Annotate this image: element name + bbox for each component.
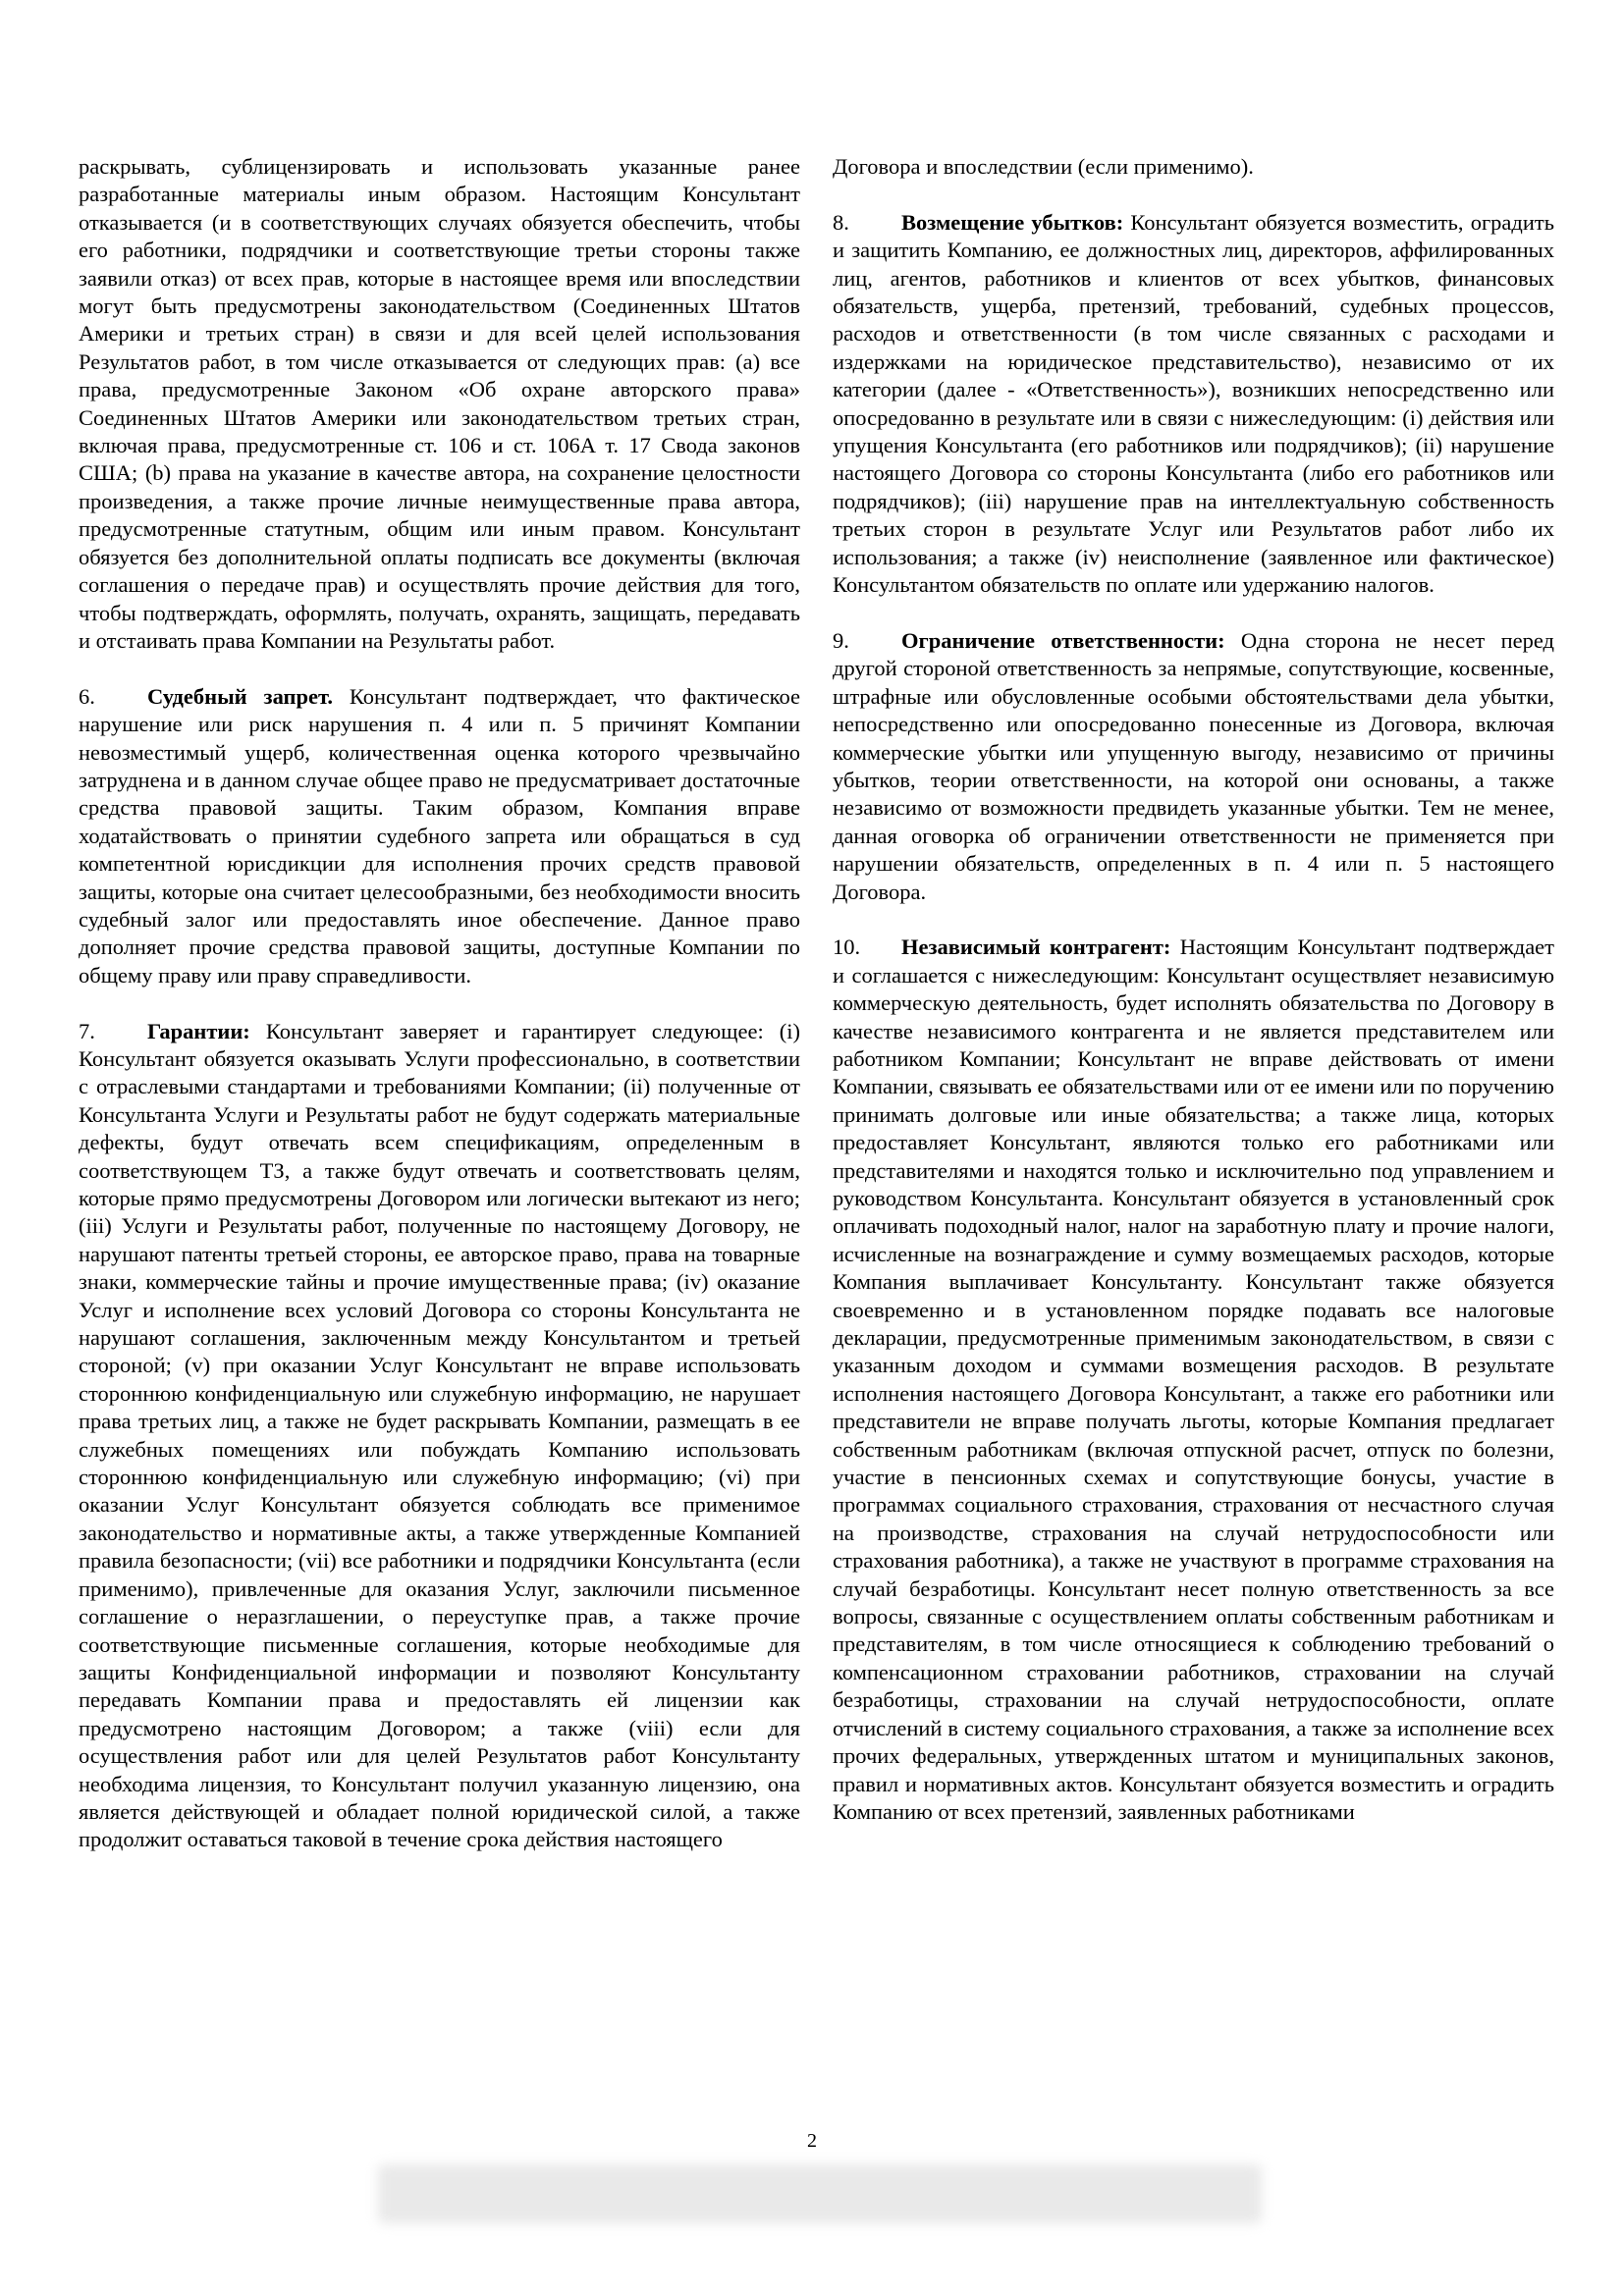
- section-9-heading: Ограничение ответственности:: [901, 627, 1225, 653]
- left-column: [79, 153, 800, 1882]
- section-9: [833, 627, 1554, 906]
- section-10-text: Настоящим Консультант подтверждает и соглашается с нижеследующим: Консультант осуществляет независимую коммерческую деятельность, будет исполнять обязательства по Договору в качестве независимого контрагента и не является представителем или работником Компании; Консультант не вправе действовать от имени Компании, связывать ее обязательствами или от ее имени или по поручению принимать долговые или иные обязательства; а также лица, которых предоставляет Консультант, являются только его работниками или представителями и находятся только и исключительно под управлением и руководством Консультанта. Консультант обязуется в установленный срок оплачивать подоходный налог, налог на заработную плату и прочие налоги, исчисленные на вознаграждение и сумму возмещаемых расходов, которые Компания выплачивает Консультанту. Консультант также обязуется своевременно и в установленном порядке подавать все налоговые декларации, предусмотренные применимым законодательством, в связи с указанным доходом и суммами возмещения расходов. В результате исполнения настоящего Договора Консультант, а также его работники или представители не вправе получать льготы, которые Компания предлагает собственным работникам (включая отпускной расчет, отпуск по болезни, участие в пенсионных схемах и сопутствующие бонусы, участие в программах социального страхования, страхования от несчастного случая на производстве, страхования на случай нетрудоспособности или страхования работника), а также не участвуют в программе страхования на случай безработицы. Консультант несет полную ответственность за все вопросы, связанные с осуществлением оплаты собственным работникам и представителям, в том числе относящиеся к соблюдению требований о компенсационном страховании работников, страховании на случай безработицы, страховании на случай нетрудоспособности, оплате отчислений в систему социального страхования, а также за исполнение всех прочих федеральных, утвержденных штатом и муниципальных законов, правил и нормативных актов. Консультант обязуется возместить и оградить Компанию от всех претензий, заявленных работниками: [833, 934, 1554, 1824]
- section-10-heading: Независимый контрагент:: [901, 934, 1171, 960]
- section-6: [79, 683, 800, 989]
- right-column: [833, 153, 1554, 1854]
- section-8-heading: Возмещение убытков:: [901, 209, 1124, 235]
- section-6-text: Консультант подтверждает, что фактическое нарушение или риск нарушения п. 4 или п. 5 причинят Компании невозместимый ущерб, количественная оценка которого чрезвычайно затруднена и в данном случае общее право не предусматривает достаточные средства правовой защиты. Таким образом, Компания вправе ходатайствовать о принятии судебного запрета или обращаться в суд компетентной юрисдикции для исполнения прочих средств правовой защиты, которые она считает целесообразными, без необходимости вносить судебный залог или предоставлять иное обеспечение. Данное право дополняет прочие средства правовой защиты, доступные Компании по общему праву или праву справедливости.: [79, 683, 800, 988]
- section-7-text: Консультант заверяет и гарантирует следующее: (i) Консультант обязуется оказывать Услуги профессионально, в соответствии с отраслевыми стандартами и требованиями Компании; (ii) полученные от Консультанта Услуги и Результаты работ не будут содержать материальные дефекты, будут отвечать всем спецификациям, определенным в соответствующем ТЗ, а также будут отвечать и соответствовать целям, которые прямо предусмотрены Договором или логически вытекают из него; (iii) Услуги и Результаты работ, полученные по настоящему Договору, не нарушают патенты третьей стороны, ее авторское право, права на товарные знаки, коммерческие тайны и прочие имущественные права; (iv) оказание Услуг и исполнение всех условий Договора со стороны Консультанта не нарушают соглашения, заключенным между Консультантом и третьей стороной; (v) при оказании Услуг Консультант не вправе использовать стороннюю конфиденциальную или служебную информацию, не нарушает права третьих лиц, а также не будет раскрывать Компании, размещать в ее служебных помещениях или побуждать Компанию использовать стороннюю конфиденциальную или служебную информацию; (vi) при оказании Услуг Консультант обязуется соблюдать все применимое законодательство и нормативные акты, а также утвержденные Компанией правила безопасности; (vii) все работники и подрядчики Консультанта (если применимо), привлеченные для оказания Услуг, заключили письменное соглашение о неразглашении, о переуступке прав, а также прочие соответствующие письменные соглашения, которые необходимые для защиты Конфиденциальной информации и позволяют Консультанту передавать Компании права и предоставлять ей лицензии как предусмотрено настоящим Договором; а также (viii) если для осуществления работ или для целей Результатов работ Консультанту необходима лицензия, то Консультант получил указанную лицензию, она является действующей и обладает полной юридической силой, а также продолжит оставаться таковой в течение срока действия настоящего: [79, 1018, 800, 1852]
- section-6-number: 6.: [79, 683, 95, 709]
- section-9-text: Одна сторона не несет перед другой стороной ответственность за непрямые, сопутствующие, косвенные, штрафные или обусловленные особыми обстоятельствами дела убытки, непосредственно или опосредованно понесенные из Договора, включая коммерческие убытки или упущенную выгоду, независимо от причины убытков, теории ответственности, на которой они основаны, а также независимо от возможности предвидеть указанные убытки. Тем не менее, данная оговорка об ограничении ответственности не применяется при нарушении обязательств, определенных в п. 4 или п. 5 настоящего Договора.: [833, 627, 1554, 904]
- section-7: [79, 1018, 800, 1854]
- page-number: 2: [807, 2130, 817, 2152]
- section-7-continuation: Договора и впоследствии (если применимо).: [833, 154, 1254, 179]
- section-10-number: 10.: [833, 934, 861, 960]
- section-8: [833, 209, 1554, 600]
- section-9-number: 9.: [833, 627, 849, 653]
- section-7-number: 7.: [79, 1018, 95, 1043]
- section-8-text: Консультант обязуется возместить, оградить и защитить Компанию, ее должностных лиц, директоров, аффилированных лиц, агентов, работников и клиентов от всех убытков, финансовых обязательств, ущерба, претензий, требований, судебных процессов, расходов и ответственности (в том числе связанных с расходами и издержками на юридическое представительство), независимо от их категории (далее - «Ответственность»), возникших непосредственно или опосредованно в результате или в связи с нижеследующим: (i) действия или упущения Консультанта (его работников или подрядчиков); (ii) нарушение настоящего Договора со стороны Консультанта (либо его работников или подрядчиков); (iii) нарушение прав на интеллектуальную собственность третьих сторон в результате Услуг или Результатов работ либо их использования; а также (iv) неисполнение (заявленное или фактическое) Консультантом обязательств по оплате или удержанию налогов.: [833, 209, 1554, 598]
- section-7-heading: Гарантии:: [147, 1018, 250, 1043]
- blurred-footer: [378, 2164, 1262, 2223]
- section-8-number: 8.: [833, 209, 849, 235]
- section-6-heading: Судебный запрет.: [147, 683, 333, 709]
- section-5-continuation: раскрывать, сублицензировать и использовать указанные ранее разработанные материалы иным образом. Настоящим Консультант отказывается (и в соответствующих случаях обязуется обеспечить, чтобы его работники, подрядчики и соответствующие третьи стороны также заявили отказ) от всех прав, которые в настоящее время или впоследствии могут быть предусмотрены законодательством (Соединенных Штатов Америки и третьих стран) в связи и для всей целей использования Результатов работ, в том числе отказывается от следующих прав: (a) все права, предусмотренные Законом «Об охране авторского права» Соединенных Штатов Америки или законодательством третьих стран, включая права, предусмотренные ст. 106 и ст. 106A т. 17 Свода законов США; (b) права на указание в качестве автора, на сохранение целостности произведения, а также прочие личные неимущественные права автора, предусмотренные статутным, общим или иным правом. Консультант обязуется без дополнительной оплаты подписать все документы (включая соглашения о передаче прав) и осуществлять прочие действия для того, чтобы подтверждать, оформлять, получать, охранять, защищать, передавать и отстаивать права Компании на Результаты работ.: [79, 154, 800, 653]
- section-10: [833, 934, 1554, 1826]
